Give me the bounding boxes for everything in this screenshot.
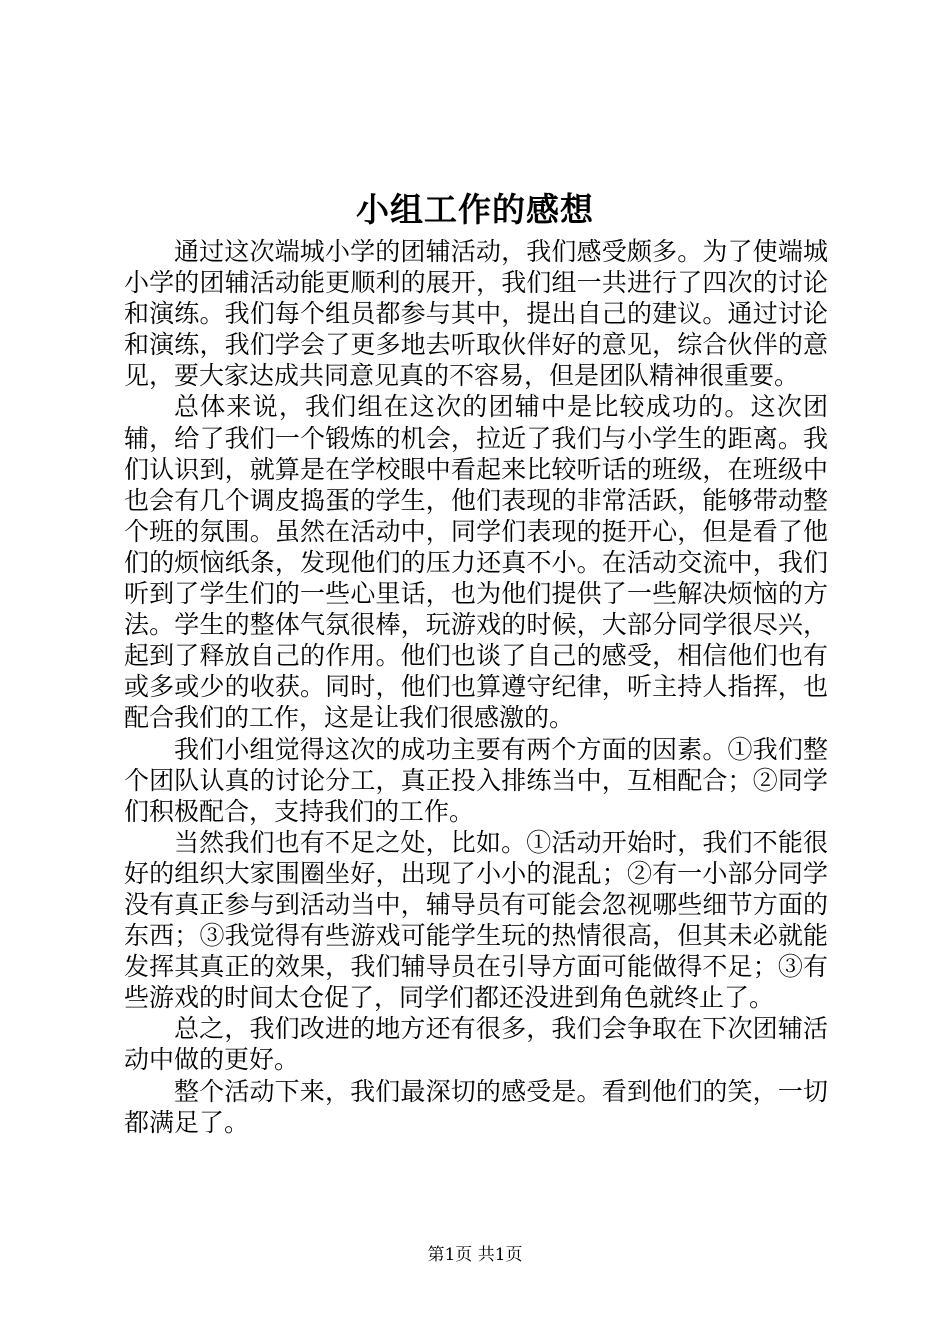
document-body bbox=[124, 236, 828, 1138]
document-title: 小组工作的感想 bbox=[356, 190, 594, 229]
paragraph-2: 总体来说，我们组在这次的团辅中是比较成功的。这次团辅，给了我们一个锻炼的机会，拉近了我们与小学生的距离。我们认识到，就算是在学校眼中看起来比较听话的班级，在班级中也会有几个调皮捣蛋的学生，他们表现的非常活跃，能够带动整个班的氛围。虽然在活动中，同学们表现的挺开心，但是看了他们的烦恼纸条，发现他们的压力还真不小。在活动交流中，我们听到了学生们的一些心里话，也为他们提供了一些解决烦恼的方法。学生的整体气氛很棒，玩游戏的时候，大部分同学很尽兴，起到了释放自己的作用。他们也谈了自己的感受，相信他们也有或多或少的收获。同时，他们也算遵守纪律，听主持人指挥，也配合我们的工作，这是让我们很感激的。 bbox=[124, 392, 828, 733]
page-footer: 第1页 共1页 bbox=[427, 1245, 523, 1265]
paragraph-5: 总之，我们改进的地方还有很多，我们会争取在下次团辅活动中做的更好。 bbox=[124, 1014, 828, 1075]
paragraph-4: 当然我们也有不足之处，比如。①活动开始时，我们不能很好的组织大家围圈坐好，出现了小小的混乱；②有一小部分同学没有真正参与到活动当中，辅导员有可能会忽视哪些细节方面的东西；③我觉得有些游戏可能学生玩的热情很高，但其未必就能发挥其真正的效果，我们辅导员在引导方面可能做得不足；③有些游戏的时间太仓促了，同学们都还没进到角色就终止了。 bbox=[124, 827, 828, 1013]
paragraph-6: 整个活动下来，我们最深切的感受是。看到他们的笑，一切都满足了。 bbox=[124, 1076, 828, 1137]
paragraph-3: 我们小组觉得这次的成功主要有两个方面的因素。①我们整个团队认真的讨论分工，真正投入排练当中，互相配合；②同学们积极配合，支持我们的工作。 bbox=[124, 734, 828, 826]
paragraph-1: 通过这次端城小学的团辅活动，我们感受颇多。为了使端城小学的团辅活动能更顺利的展开，我们组一共进行了四次的讨论和演练。我们每个组员都参与其中，提出自己的建议。通过讨论和演练，我们学会了更多地去听取伙伴好的意见，综合伙伴的意见，要大家达成共同意见真的不容易，但是团队精神很重要。 bbox=[124, 237, 828, 391]
